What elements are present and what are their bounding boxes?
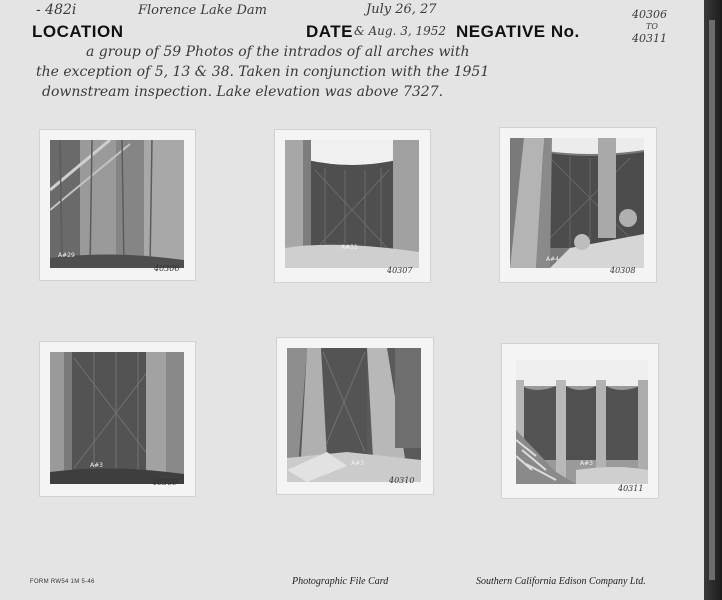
photo-print-4 bbox=[40, 342, 195, 496]
photo-label-3: A#4 bbox=[546, 256, 559, 263]
photo-print-1 bbox=[40, 130, 195, 280]
negative-header: NEGATIVE No. bbox=[456, 22, 580, 41]
description-line-2: the exception of 5, 13 & 38. Taken in conjunction with the 1951 bbox=[36, 64, 490, 80]
company-name: Southern California Edison Company Ltd. bbox=[476, 576, 646, 587]
photo-image-4 bbox=[50, 352, 184, 484]
photo-image-1 bbox=[50, 140, 184, 268]
photo-label-4: A#3 bbox=[90, 462, 103, 469]
negative-range-to: TO bbox=[646, 22, 658, 31]
negative-range-start: 40306 bbox=[632, 8, 667, 21]
photo-print-3 bbox=[500, 128, 656, 282]
photo-number-6: 40311 bbox=[618, 484, 644, 493]
photo-number-4: 40309 bbox=[152, 478, 178, 487]
card-title: Photographic File Card bbox=[292, 576, 389, 587]
photo-image-5 bbox=[287, 348, 421, 482]
date-value-line1: July 26, 27 bbox=[366, 2, 437, 17]
photo-number-3: 40308 bbox=[610, 266, 636, 275]
photo-image-3 bbox=[510, 138, 644, 268]
photo-label-6: A#3 bbox=[580, 460, 593, 467]
location-header: LOCATION bbox=[32, 22, 124, 41]
photo-label-1: A#29 bbox=[58, 252, 75, 259]
photo-label-5: A#3 bbox=[351, 460, 364, 467]
date-header: DATE bbox=[306, 22, 354, 41]
description-line-1: a group of 59 Photos of the intrados of all arches with bbox=[86, 44, 470, 60]
scan-edge bbox=[704, 0, 722, 600]
photo-image-6 bbox=[516, 360, 648, 484]
photo-print-2 bbox=[275, 130, 430, 282]
photo-number-2: 40307 bbox=[387, 266, 413, 275]
location-value: Florence Lake Dam bbox=[138, 3, 267, 18]
photo-print-6 bbox=[502, 344, 658, 498]
photo-image-2 bbox=[285, 140, 419, 268]
date-value-line2: & Aug. 3, 1952 bbox=[354, 24, 447, 38]
corner-note: - 482i bbox=[36, 2, 77, 18]
description-line-3: downstream inspection. Lake elevation was above 7327. bbox=[42, 84, 444, 100]
photo-print-5 bbox=[277, 338, 433, 494]
form-code: FORM RW54 1M 5-46 bbox=[30, 579, 95, 585]
photo-number-1: 40306 bbox=[154, 264, 180, 273]
photo-number-5: 40310 bbox=[389, 476, 415, 485]
photo-label-2: A#31 bbox=[341, 244, 358, 251]
negative-range-end: 40311 bbox=[632, 32, 667, 45]
